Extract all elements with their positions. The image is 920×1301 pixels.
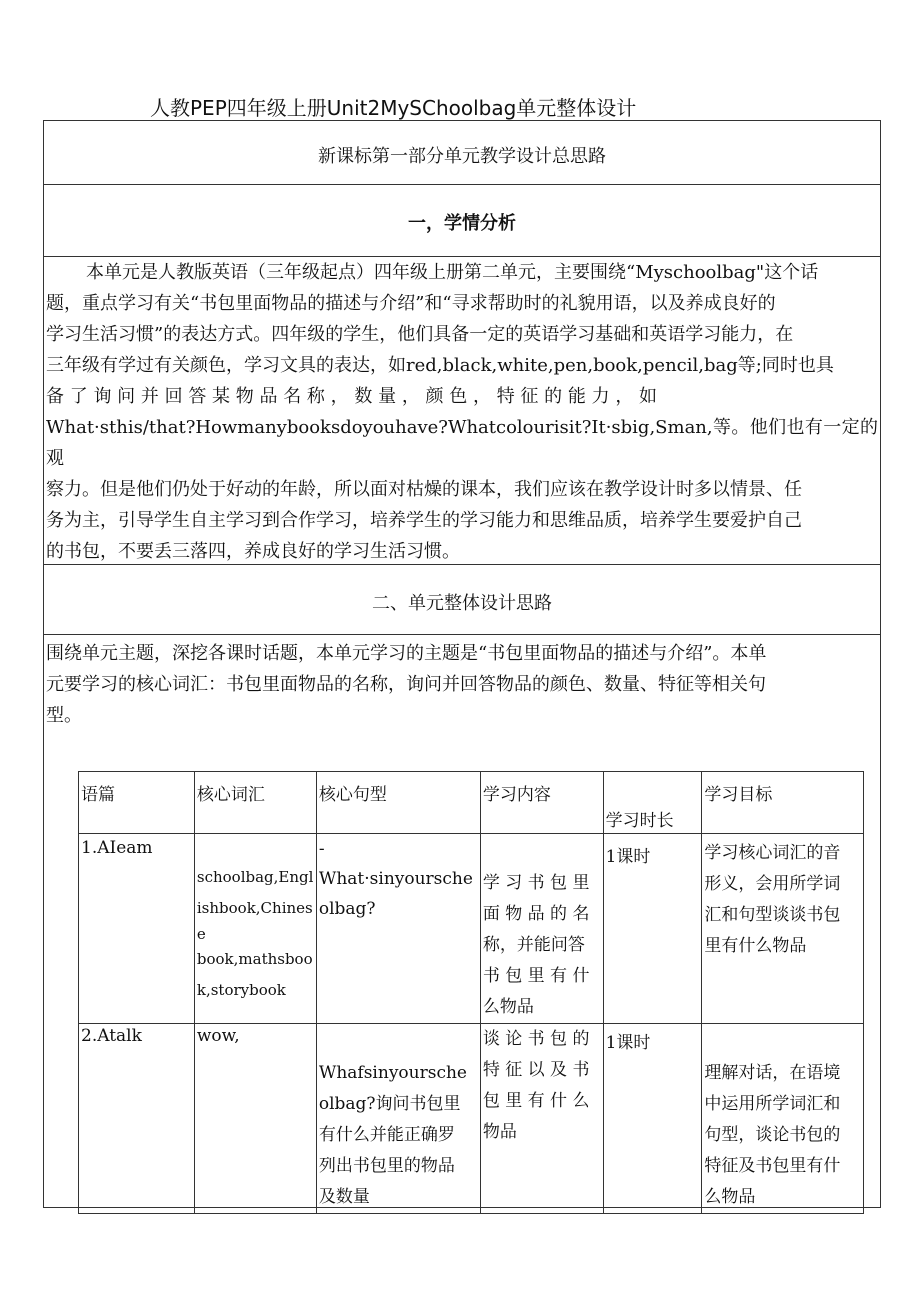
para-line: 元要学习的核心词汇：书包里面物品的名称，询问并回答物品的颜色、数量、特征等相关句 <box>46 674 766 695</box>
cell-line: book,mathsboo <box>196 950 313 968</box>
cell-line: 物品 <box>482 1122 517 1142</box>
cell-line: schoolbag,Engl <box>196 868 314 886</box>
cell-line: 汇和句型谈谈书包 <box>704 905 841 925</box>
document-title: 人教PEP四年级上册Unit2MySChoolbag单元整体设计 <box>150 96 637 120</box>
section2-heading-row <box>44 565 880 635</box>
para-line: 围绕单元主题，深挖各课时话题，本单元学习的主题是“书包里面物品的描述与介绍”。本单 <box>46 643 767 664</box>
cell-line: 面 物 品 的 名 <box>482 904 590 924</box>
para-line: 本单元是人教版英语（三年级起点）四年级上册第二单元，主要围绕“Myschoolbag"这个话 <box>86 262 819 283</box>
table-row <box>79 1024 864 1214</box>
duration-cell: 1课时 <box>603 1024 702 1214</box>
pattern-cell <box>316 1024 480 1214</box>
para-line: 学习生活习惯”的表达方式。四年级的学生，他们具备一定的英语学习基础和英语学习能力，在 <box>46 324 794 345</box>
cell-line: 特 征 以 及 书 <box>482 1060 590 1080</box>
header-cell: 学习目标 <box>702 772 864 834</box>
para-line: 型。 <box>46 705 82 726</box>
design-table <box>43 120 881 1208</box>
cell-line: 形义，会用所学词 <box>704 874 841 894</box>
para-line: 务为主，引导学生自主学习到合作学习，培养学生的学习能力和思维品质，培养学生要爱护自己 <box>46 510 802 531</box>
para-line: 察力。但是他们仍处于好动的年龄，所以面对枯燥的课本，我们应该在教学设计时多以情景、任 <box>46 479 802 500</box>
para-line: What·sthis/that?Howmanybooksdoyouhave?Whatcolourisit?It·sbig,Sman,等。他们也有一定的观 <box>46 417 878 469</box>
cell-line: 句型，谈论书包的 <box>704 1125 841 1145</box>
content-cell <box>480 1024 603 1214</box>
cell-line: 么物品 <box>704 1187 756 1207</box>
vocab-cell: wow, <box>194 1024 316 1214</box>
cell-line: - <box>318 839 325 859</box>
header-cell: 核心句型 <box>316 772 480 834</box>
text-cell: 1.AIeam <box>79 834 195 1024</box>
cell-line: 及数量 <box>318 1187 370 1207</box>
text-cell: 2.Atalk <box>79 1024 195 1214</box>
para-line: 的书包，不要丢三落四，养成良好的学习生活习惯。 <box>46 541 460 562</box>
section1-body-row <box>44 257 880 565</box>
cell-line: 么物品 <box>482 997 534 1017</box>
cell-line: 书 包 里 有 什 <box>482 966 590 986</box>
cell-line: 学习核心词汇的音 <box>704 843 841 863</box>
cell-line: ishbook,Chines <box>196 899 313 917</box>
section2-heading: 二、单元整体设计思路 <box>372 593 552 614</box>
header-cell: 核心词汇 <box>194 772 316 834</box>
para-line: 题，重点学习有关“书包里面物品的描述与介绍”和“寻求帮助时的礼貌用语，以及养成良好的 <box>46 293 776 314</box>
header-cell: 学习内容 <box>480 772 603 834</box>
cell-line: 理解对话，在语境 <box>704 1063 841 1083</box>
cell-line: 列出书包里的物品 <box>318 1156 455 1176</box>
goal-cell <box>702 834 864 1024</box>
duration-cell: 1课时 <box>603 834 702 1024</box>
pattern-cell <box>316 834 480 1024</box>
lesson-table <box>78 771 864 1214</box>
section-main-title: 新课标第一部分单元教学设计总思路 <box>318 146 606 167</box>
cell-line: olbag? <box>318 899 376 919</box>
vocab-cell <box>194 834 316 1024</box>
para-line: 备 了 询 问 并 回 答 某 物 品 名 称 ， 数 量 ， 颜 色 ， 特 征 的 能 力 ， 如 <box>46 386 658 407</box>
cell-line: e <box>196 925 206 943</box>
goal-cell <box>702 1024 864 1214</box>
unit-design-text <box>46 638 878 731</box>
header-cell: 学习时长 <box>603 772 702 834</box>
cell-line: 学 习 书 包 里 <box>482 873 590 893</box>
cell-line: 包 里 有 什 么 <box>482 1091 590 1111</box>
header-cell: 语篇 <box>79 772 195 834</box>
cell-line: 中运用所学词汇和 <box>704 1094 841 1114</box>
cell-line: 谈 论 书 包 的 <box>482 1029 590 1049</box>
cell-line: Whafsinyoursche <box>318 1063 467 1083</box>
cell-line: 有什么并能正确罗 <box>318 1125 455 1145</box>
table-row <box>79 834 864 1024</box>
cell-line: olbag?询问书包里 <box>318 1094 461 1114</box>
cell-line: k,storybook <box>196 981 286 999</box>
cell-line: 称，并能问答 <box>482 935 585 955</box>
para-line: 三年级有学过有关颜色，学习文具的表达，如red,black,white,pen,book,pencil,bag等;同时也具 <box>46 355 834 376</box>
section1-heading: 一，学情分析 <box>408 213 516 234</box>
table-header-row <box>79 772 864 834</box>
cell-line: 里有什么物品 <box>704 936 807 956</box>
content-cell <box>480 834 603 1024</box>
cell-line: What·sinyoursche <box>318 869 473 889</box>
learning-analysis-text <box>46 257 878 567</box>
cell-line: 特征及书包里有什 <box>704 1156 841 1176</box>
section1-heading-row <box>44 185 880 257</box>
section-main-row <box>44 121 880 185</box>
